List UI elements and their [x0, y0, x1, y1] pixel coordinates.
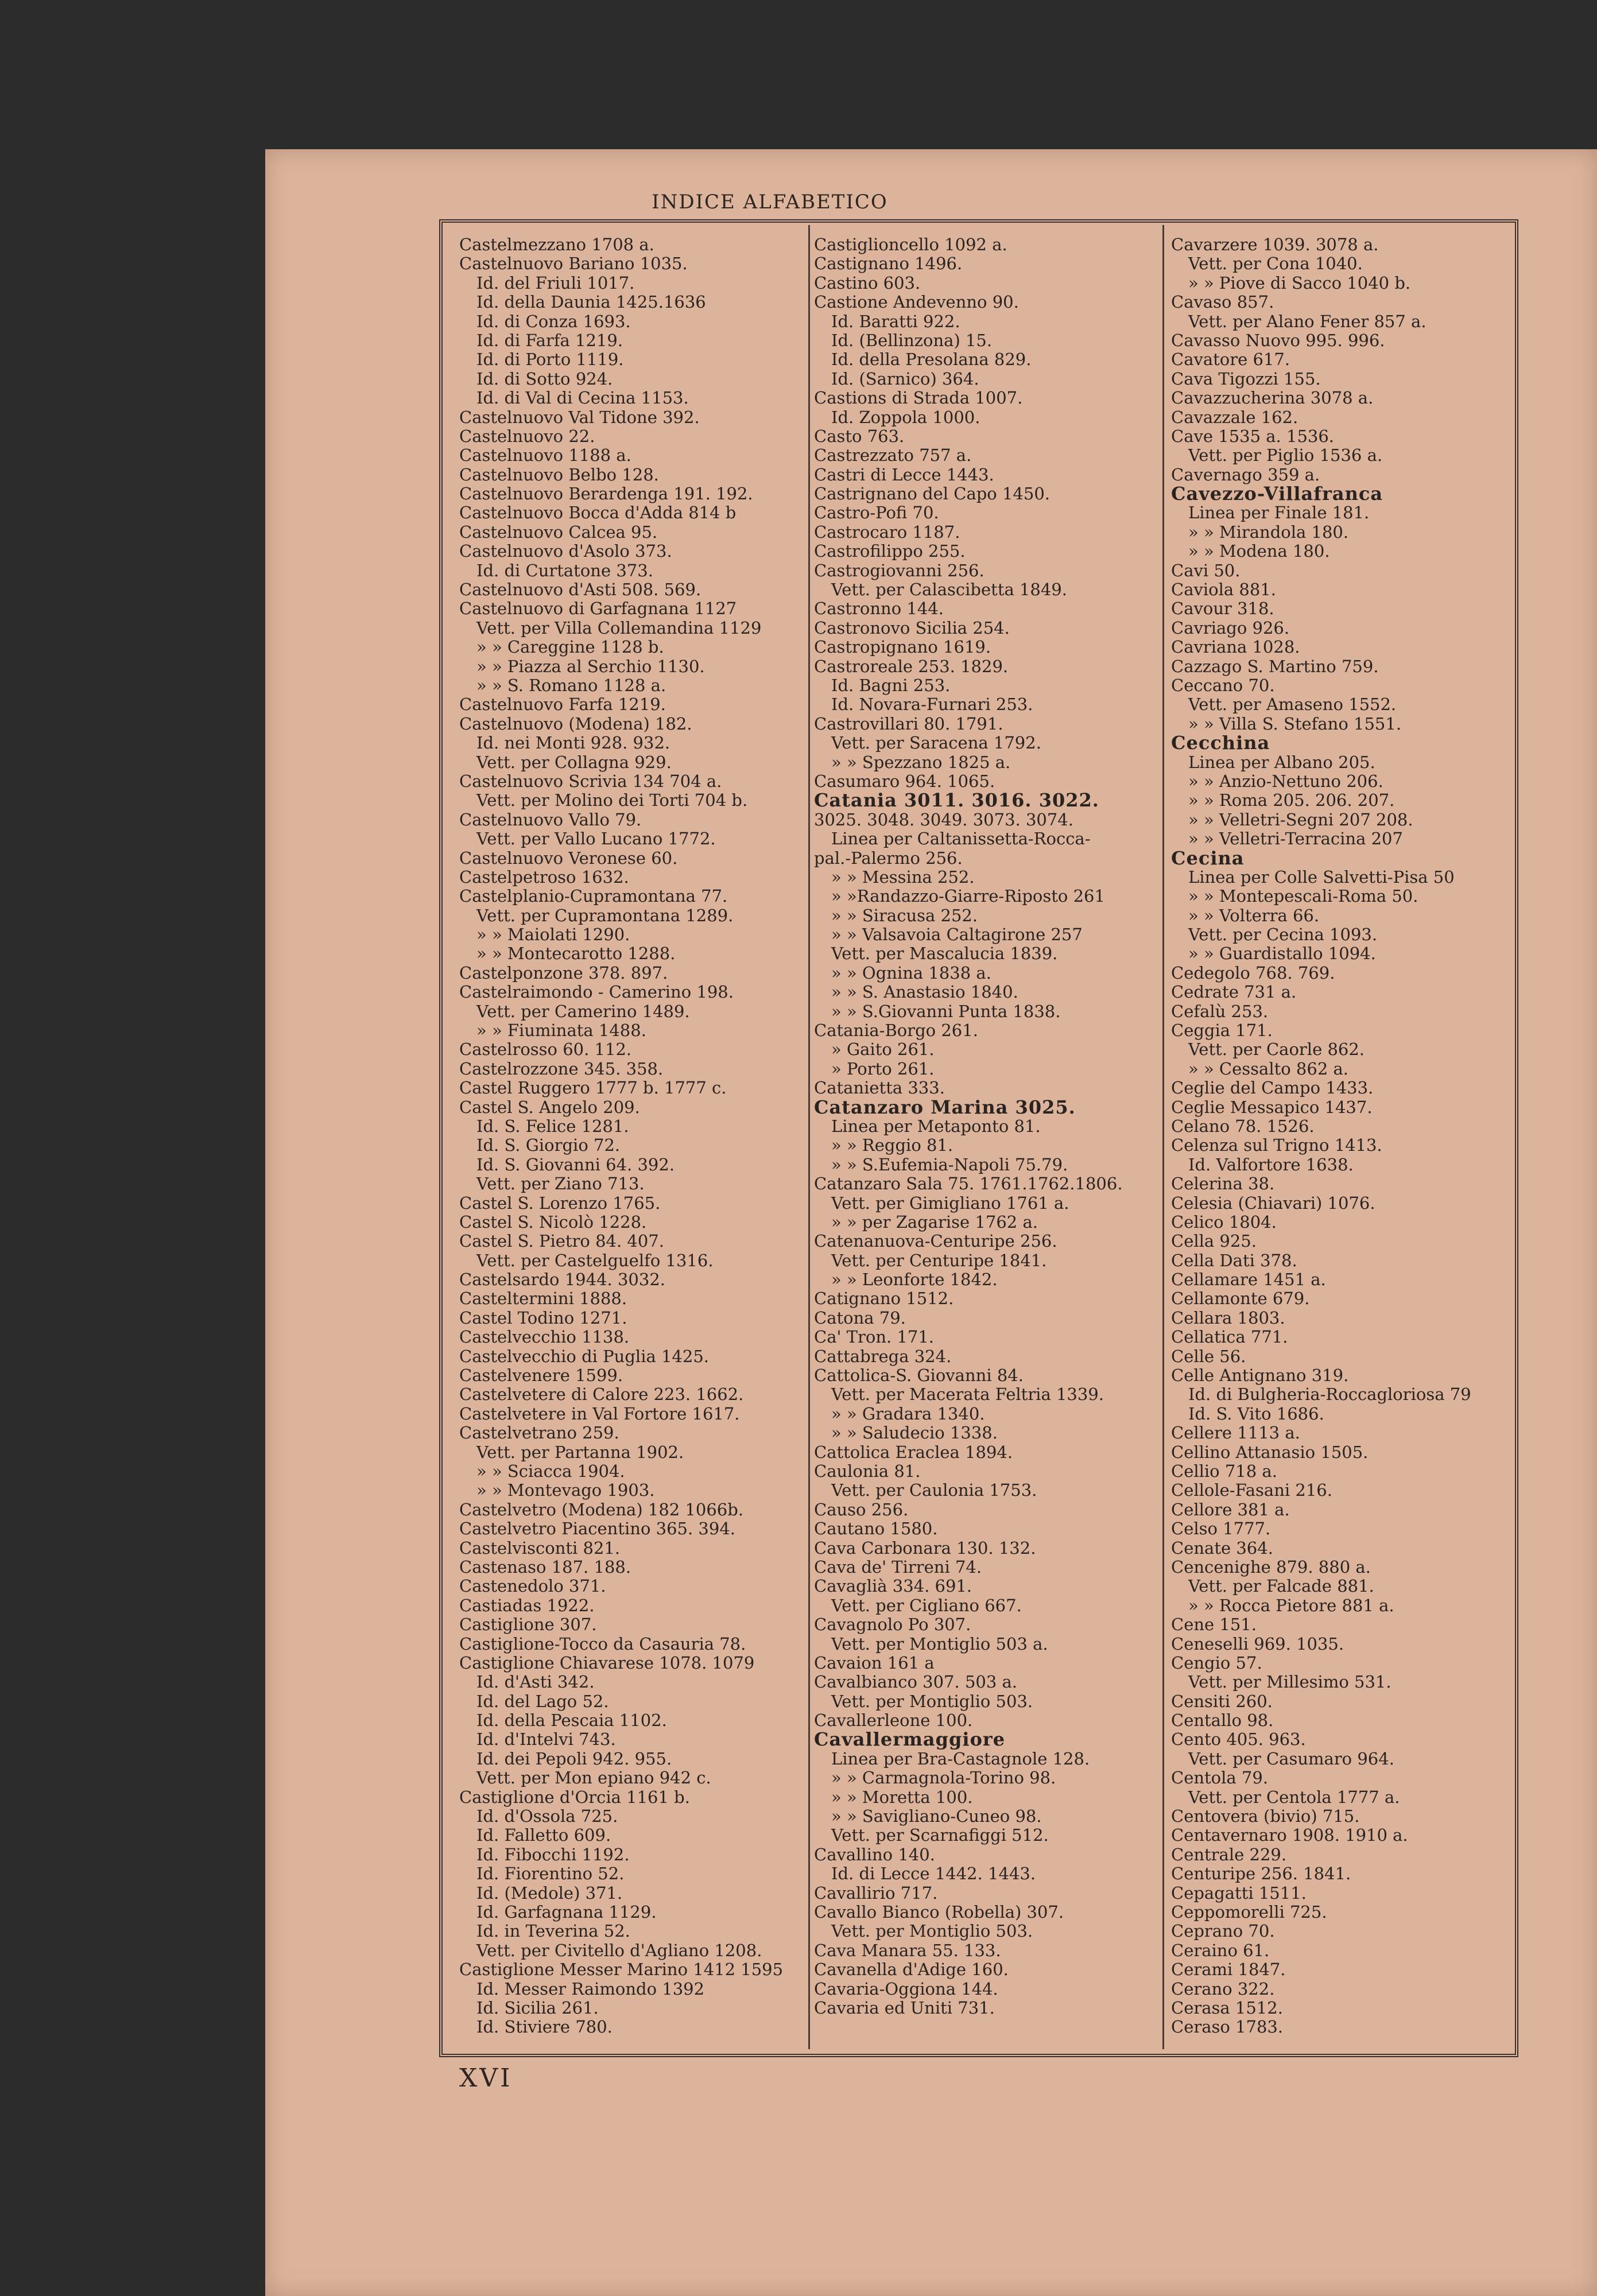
index-entry: Cavaria ed Uniti 731. — [814, 1998, 995, 2018]
index-entry: Cavatore 617. — [1171, 350, 1290, 370]
index-entry: Cavallino 140. — [814, 1845, 935, 1864]
index-entry: Vett. per Villa Collemandina 1129 — [476, 618, 762, 638]
index-entry: Castropignano 1619. — [814, 638, 991, 657]
index-entry: » » Cessalto 862 a. — [1188, 1059, 1349, 1079]
index-entry: Castroreale 253. 1829. — [814, 657, 1009, 676]
index-entry: Cedegolo 768. 769. — [1171, 963, 1335, 983]
index-entry: pal.-Palermo 256. — [814, 848, 963, 868]
index-entry: Linea per Bra-Castagnole 128. — [831, 1749, 1090, 1768]
index-entry: Ceglie Messapico 1437. — [1171, 1097, 1373, 1117]
index-entry: Castelplanio-Cupramontana 77. — [459, 887, 728, 906]
index-entry: » » S.Eufemia-Napoli 75.79. — [831, 1155, 1068, 1174]
index-entry: » Porto 261. — [831, 1059, 935, 1079]
index-entry: Castignano 1496. — [814, 254, 963, 274]
index-entry: Castiglione-Tocco da Casauria 78. — [459, 1634, 746, 1654]
index-entry: Castiglione Messer Marino 1412 1595 — [459, 1960, 784, 1980]
index-entry: » » per Zagarise 1762 a. — [831, 1212, 1038, 1232]
index-entry: » » Moretta 100. — [831, 1787, 973, 1807]
index-entry: Cavasso Nuovo 995. 996. — [1171, 331, 1385, 350]
column-divider-1 — [808, 225, 810, 2049]
index-entry: Cavour 318. — [1171, 599, 1274, 619]
index-entry: Celle 56. — [1171, 1347, 1246, 1366]
index-entry: Cellamare 1451 a. — [1171, 1270, 1326, 1290]
index-entry: Celano 78. 1526. — [1171, 1116, 1315, 1136]
page-header: INDICE ALFABETICO — [652, 191, 888, 214]
index-entry: Cerano 322. — [1171, 1979, 1275, 1999]
index-entry: Celle Antignano 319. — [1171, 1366, 1349, 1386]
index-entry: Vett. per Collagna 929. — [476, 753, 672, 772]
index-entry: Castronovo Sicilia 254. — [814, 618, 1010, 638]
index-entry: Caulonia 81. — [814, 1462, 921, 1481]
index-entry: Id. S. Giovanni 64. 392. — [476, 1155, 675, 1174]
index-entry: Id. Zoppola 1000. — [831, 408, 980, 427]
index-entry: » » Messina 252. — [831, 867, 975, 887]
index-entry: Cavernago 359 a. — [1171, 465, 1320, 484]
index-entry: Vett. per Cigliano 667. — [831, 1596, 1022, 1615]
index-entry: Centavernaro 1908. 1910 a. — [1171, 1826, 1408, 1845]
index-entry: Cencenighe 879. 880 a. — [1171, 1557, 1371, 1577]
index-entry: Castelvecchio 1138. — [459, 1328, 630, 1347]
index-entry: Castenaso 187. 188. — [459, 1557, 631, 1577]
index-entry: Cava Manara 55. 133. — [814, 1941, 1001, 1960]
index-entry: Castelnuovo (Modena) 182. — [459, 714, 692, 734]
index-entry: Castrofilippo 255. — [814, 542, 966, 561]
index-entry: Castel S. Angelo 209. — [459, 1097, 640, 1117]
index-entry: Cengio 57. — [1171, 1653, 1262, 1673]
index-entry: Castino 603. — [814, 273, 921, 293]
index-entry: Vett. per Cupramontana 1289. — [476, 906, 734, 925]
index-entry: Castelmezzano 1708 a. — [459, 235, 654, 254]
index-entry: Id. (Bellinzona) 15. — [831, 331, 993, 350]
index-entry: Castiglione d'Orcia 1161 b. — [459, 1787, 690, 1807]
index-entry: Castel S. Lorenzo 1765. — [459, 1193, 661, 1213]
index-entry: Vett. per Falcade 881. — [1188, 1577, 1374, 1596]
index-entry: Id. d'Intelvi 743. — [476, 1730, 616, 1750]
index-entry: » » Montecarotto 1288. — [476, 944, 676, 964]
index-entry: Id. di Bulgheria-Roccagloriosa 79 — [1188, 1385, 1471, 1405]
index-entry: Celerina 38. — [1171, 1174, 1275, 1194]
index-entry: Ceccano 70. — [1171, 676, 1275, 695]
index-entry: Vett. per Piglio 1536 a. — [1188, 446, 1383, 466]
index-entry: Castelnuovo Vallo 79. — [459, 810, 642, 829]
index-entry: Vett. per Montiglio 503. — [831, 1922, 1033, 1941]
index-entry: Cavaglià 334. 691. — [814, 1577, 972, 1596]
index-entry: Catania-Borgo 261. — [814, 1021, 978, 1041]
index-entry: Cellamonte 679. — [1171, 1289, 1310, 1309]
index-entry: Id. S. Felice 1281. — [476, 1116, 629, 1136]
index-column-3 — [1171, 235, 1515, 2037]
index-entry: Castel S. Nicolò 1228. — [459, 1212, 647, 1232]
index-entry: Cellole-Fasani 216. — [1171, 1481, 1332, 1500]
index-entry: Id. Fiorentino 52. — [476, 1864, 625, 1884]
index-entry: Vett. per Saracena 1792. — [831, 734, 1041, 753]
index-entry: Cavallermaggiore — [814, 1730, 1006, 1750]
index-entry: Cavallo Bianco (Robella) 307. — [814, 1902, 1064, 1922]
index-entry: Castrovillari 80. 1791. — [814, 714, 1003, 734]
index-entry: Cattabrega 324. — [814, 1347, 952, 1366]
index-entry: Vett. per Mascalucia 1839. — [831, 944, 1058, 964]
index-entry: Castelrosso 60. 112. — [459, 1040, 632, 1060]
index-entry: Id. del Lago 52. — [476, 1692, 609, 1711]
index-entry: Castel Ruggero 1777 b. 1777 c. — [459, 1079, 727, 1098]
index-entry: Castelnuovo di Garfagnana 1127 — [459, 599, 737, 619]
index-entry: Vett. per Civitello d'Agliano 1208. — [476, 1941, 762, 1960]
index-entry: Cellatica 771. — [1171, 1328, 1288, 1347]
index-entry: » » Montepescali-Roma 50. — [1188, 887, 1418, 906]
index-entry: Cavagnolo Po 307. — [814, 1615, 971, 1635]
index-entry: Cavriana 1028. — [1171, 638, 1300, 657]
index-entry: Cefalù 253. — [1171, 1002, 1269, 1021]
index-entry: Vett. per Montiglio 503 a. — [831, 1634, 1048, 1654]
index-entry: Castelvetro Piacentino 365. 394. — [459, 1519, 735, 1539]
index-entry: Castrezzato 757 a. — [814, 446, 972, 466]
index-entry: Ceneselli 969. 1035. — [1171, 1634, 1344, 1654]
index-entry: » » Spezzano 1825 a. — [831, 753, 1011, 772]
index-entry: Id. di Val di Cecina 1153. — [476, 389, 689, 408]
index-entry: Castelpetroso 1632. — [459, 867, 629, 887]
index-entry: Cavezzo-Villafranca — [1171, 484, 1383, 504]
index-entry: Castelnuovo Bariano 1035. — [459, 254, 688, 274]
index-entry: Cava Tigozzi 155. — [1171, 369, 1321, 389]
index-entry: » » Reggio 81. — [831, 1136, 953, 1155]
index-entry: » » Anzio-Nettuno 206. — [1188, 771, 1383, 791]
index-entry: Vett. per Casumaro 964. — [1188, 1749, 1394, 1768]
index-entry: Cecchina — [1171, 734, 1270, 753]
index-entry: Cavaion 161 a — [814, 1653, 935, 1673]
index-entry: Cautano 1580. — [814, 1519, 938, 1539]
index-entry: Vett. per Caulonia 1753. — [831, 1481, 1037, 1500]
index-entry: Cerami 1847. — [1171, 1960, 1286, 1980]
index-entry: Catenanuova-Centuripe 256. — [814, 1232, 1057, 1251]
index-entry: Centuripe 256. 1841. — [1171, 1864, 1351, 1884]
index-entry: » » Sciacca 1904. — [476, 1462, 625, 1481]
index-entry: Vett. per Molino dei Torti 704 b. — [476, 791, 748, 810]
index-entry: Cenate 364. — [1171, 1538, 1273, 1558]
index-entry: Castenedolo 371. — [459, 1577, 606, 1596]
index-entry: Castelvetere di Calore 223. 1662. — [459, 1385, 744, 1405]
index-entry: Castiglione 307. — [459, 1615, 597, 1635]
index-entry: Cavallirio 717. — [814, 1883, 938, 1903]
index-entry: » » Valsavoia Caltagirone 257 — [831, 925, 1083, 945]
index-entry: Castiglioncello 1092 a. — [814, 235, 1007, 254]
index-entry: Id. nei Monti 928. 932. — [476, 734, 670, 753]
index-entry: Vett. per Vallo Lucano 1772. — [476, 829, 716, 849]
index-entry: Cellore 381 a. — [1171, 1500, 1290, 1519]
index-entry: Centrale 229. — [1171, 1845, 1287, 1864]
index-entry: Cavazzale 162. — [1171, 408, 1298, 427]
page-number: XVI — [459, 2064, 513, 2093]
index-entry: Ceppomorelli 725. — [1171, 1902, 1327, 1922]
index-entry: » » Maiolati 1290. — [476, 925, 630, 945]
index-entry: Vett. per Castelguelfo 1316. — [476, 1251, 714, 1270]
index-entry: Vett. per Scarnafiggi 512. — [831, 1826, 1049, 1845]
index-entry: Castel Todino 1271. — [459, 1308, 627, 1328]
index-entry: Castelnuovo Calcea 95. — [459, 522, 658, 542]
index-entry: » » Fiuminata 1488. — [476, 1021, 646, 1041]
index-entry: Castiglione Chiavarese 1078. 1079 — [459, 1653, 755, 1673]
index-entry: Cattolica Eraclea 1894. — [814, 1442, 1013, 1462]
index-entry: Castelvisconti 821. — [459, 1538, 621, 1558]
index-entry: » » Guardistallo 1094. — [1188, 944, 1376, 964]
index-entry: » » S. Romano 1128 a. — [476, 676, 666, 695]
index-entry: Centola 79. — [1171, 1768, 1269, 1788]
index-entry: Vett. per Ziano 713. — [476, 1174, 645, 1194]
index-entry: Linea per Metaponto 81. — [831, 1116, 1041, 1136]
index-entry: Cerasa 1512. — [1171, 1998, 1283, 2018]
index-entry: Celso 1777. — [1171, 1519, 1271, 1539]
index-entry: Id. (Medole) 371. — [476, 1883, 623, 1903]
index-entry: Cavazzucherina 3078 a. — [1171, 389, 1374, 408]
index-entry: Id. del Friuli 1017. — [476, 273, 635, 293]
index-entry: Vett. per Calascibetta 1849. — [831, 580, 1067, 600]
index-entry: Vett. per Amaseno 1552. — [1188, 695, 1397, 715]
index-entry: Id. di Lecce 1442. 1443. — [831, 1864, 1036, 1884]
index-entry: » » Rocca Pietore 881 a. — [1188, 1596, 1394, 1615]
index-entry: Cellio 718 a. — [1171, 1462, 1277, 1481]
index-entry: Caviola 881. — [1171, 580, 1276, 600]
index-entry: Id. della Presolana 829. — [831, 350, 1032, 370]
index-entry: Castrogiovanni 256. — [814, 561, 984, 580]
index-entry: Castelraimondo - Camerino 198. — [459, 983, 734, 1002]
index-entry: Castro-Pofi 70. — [814, 503, 939, 523]
index-entry: Vett. per Mon epiano 942 c. — [476, 1768, 711, 1788]
index-entry: Id. Falletto 609. — [476, 1826, 611, 1845]
index-entry: Cava de' Tirreni 74. — [814, 1557, 982, 1577]
index-entry: Centovera (bivio) 715. — [1171, 1807, 1360, 1826]
index-entry: Catanietta 333. — [814, 1079, 945, 1098]
index-entry: Catania 3011. 3016. 3022. — [814, 791, 1099, 810]
column-divider-2 — [1162, 225, 1164, 2049]
index-entry: Castelnuovo 22. — [459, 426, 595, 446]
index-entry: » » Volterra 66. — [1188, 906, 1320, 925]
index-entry: Id. in Teverina 52. — [476, 1922, 630, 1941]
index-entry: Castelnuovo Bocca d'Adda 814 b — [459, 503, 737, 523]
index-entry: Castel S. Pietro 84. 407. — [459, 1232, 664, 1251]
index-entry: Cavallerleone 100. — [814, 1711, 973, 1731]
index-entry: Castelrozzone 345. 358. — [459, 1059, 664, 1079]
index-entry: Castiadas 1922. — [459, 1596, 595, 1615]
index-entry: Cecina — [1171, 848, 1245, 868]
index-entry: Ceglie del Campo 1433. — [1171, 1079, 1374, 1098]
index-entry: Id. di Porto 1119. — [476, 350, 624, 370]
index-entry: Id. Stiviere 780. — [476, 2018, 613, 2037]
index-entry: » » S.Giovanni Punta 1838. — [831, 1002, 1061, 1021]
index-entry: Cazzago S. Martino 759. — [1171, 657, 1379, 676]
index-entry: » » Siracusa 252. — [831, 906, 978, 925]
index-entry: Cedrate 731 a. — [1171, 983, 1297, 1002]
index-entry: Cave 1535 a. 1536. — [1171, 426, 1335, 446]
index-entry: Catanzaro Sala 75. 1761.1762.1806. — [814, 1174, 1123, 1194]
index-entry: Casto 763. — [814, 426, 905, 446]
index-entry: Catignano 1512. — [814, 1289, 954, 1309]
index-entry: Castelnuovo Veronese 60. — [459, 848, 678, 868]
index-entry: Castelvetro (Modena) 182 1066b. — [459, 1500, 744, 1519]
index-entry: Causo 256. — [814, 1500, 909, 1519]
index-entry: Cavaria-Oggiona 144. — [814, 1979, 998, 1999]
index-entry: Cavriago 926. — [1171, 618, 1290, 638]
index-entry: Id. S. Giorgio 72. — [476, 1136, 621, 1155]
index-entry: Ceraino 61. — [1171, 1941, 1270, 1960]
index-entry: Castelponzone 378. 897. — [459, 963, 668, 983]
index-entry: Casumaro 964. 1065. — [814, 771, 995, 791]
index-entry: Castelvecchio di Puglia 1425. — [459, 1347, 709, 1366]
index-entry: » » Roma 205. 206. 207. — [1188, 791, 1395, 810]
index-entry: » » Velletri-Terracina 207 — [1188, 829, 1403, 849]
index-entry: » Gaito 261. — [831, 1040, 935, 1060]
index-entry: Vett. per Camerino 1489. — [476, 1002, 690, 1021]
index-entry: Censiti 260. — [1171, 1692, 1273, 1711]
index-entry: Vett. per Montiglio 503. — [831, 1692, 1033, 1711]
index-entry: » » Piazza al Serchio 1130. — [476, 657, 705, 676]
index-entry: » » Carmagnola-Torino 98. — [831, 1768, 1056, 1788]
index-entry: Id. (Sarnico) 364. — [831, 369, 979, 389]
index-entry: » » Piove di Sacco 1040 b. — [1188, 273, 1411, 293]
index-entry: Ceggia 171. — [1171, 1021, 1273, 1041]
index-entry: Id. di Farfa 1219. — [476, 331, 623, 350]
index-entry: » » Ognina 1838 a. — [831, 963, 991, 983]
index-entry: Castelnuovo 1188 a. — [459, 446, 631, 466]
index-entry: Cella Dati 378. — [1171, 1251, 1297, 1270]
index-entry: Vett. per Cona 1040. — [1188, 254, 1363, 274]
index-entry: Vett. per Cecina 1093. — [1188, 925, 1378, 945]
index-column-1 — [459, 235, 804, 2037]
index-entry: Id. di Curtatone 373. — [476, 561, 653, 580]
index-entry: Linea per Albano 205. — [1188, 753, 1375, 772]
index-entry: Vett. per Caorle 862. — [1188, 1040, 1365, 1060]
index-entry: Id. d'Ossola 725. — [476, 1807, 618, 1826]
index-entry: Cella 925. — [1171, 1232, 1257, 1251]
index-entry: Centallo 98. — [1171, 1711, 1274, 1731]
index-entry: Cento 405. 963. — [1171, 1730, 1306, 1750]
index-entry: » » Modena 180. — [1188, 542, 1330, 561]
index-entry: Cattolica-S. Giovanni 84. — [814, 1366, 1024, 1386]
index-entry: Cavi 50. — [1171, 561, 1241, 580]
index-entry: Linea per Caltanissetta-Rocca- — [831, 829, 1091, 849]
index-entry: Vett. per Partanna 1902. — [476, 1442, 684, 1462]
index-entry: Castione Andevenno 90. — [814, 293, 1019, 312]
index-entry: Id. Valfortore 1638. — [1188, 1155, 1354, 1174]
index-entry: Id. Bagni 253. — [831, 676, 951, 695]
index-entry: Castri di Lecce 1443. — [814, 465, 994, 484]
index-entry: Catona 79. — [814, 1308, 906, 1328]
index-entry: Castions di Strada 1007. — [814, 389, 1023, 408]
index-entry: 3025. 3048. 3049. 3073. 3074. — [814, 810, 1073, 829]
index-entry: Castelnuovo d'Asolo 373. — [459, 542, 672, 561]
index-entry: Vett. per Centuripe 1841. — [831, 1251, 1047, 1270]
index-entry: Castelnuovo Berardenga 191. 192. — [459, 484, 753, 504]
index-entry: » » Mirandola 180. — [1188, 522, 1349, 542]
index-entry: Celico 1804. — [1171, 1212, 1277, 1232]
index-entry: Castelvetrano 259. — [459, 1424, 619, 1443]
index-entry: Ca' Tron. 171. — [814, 1328, 935, 1347]
index-entry: Castronno 144. — [814, 599, 944, 619]
index-entry: Cavanella d'Adige 160. — [814, 1960, 1009, 1980]
index-entry: Ceprano 70. — [1171, 1922, 1275, 1941]
index-entry: Vett. per Centola 1777 a. — [1188, 1787, 1400, 1807]
index-entry: Vett. per Gimigliano 1761 a. — [831, 1193, 1069, 1213]
index-entry: » » Careggine 1128 b. — [476, 638, 664, 657]
index-entry: Cellere 1113 a. — [1171, 1424, 1300, 1443]
index-entry: Vett. per Macerata Feltria 1339. — [831, 1385, 1104, 1405]
index-entry: Id. della Daunia 1425.1636 — [476, 293, 706, 312]
index-entry: Casteltermini 1888. — [459, 1289, 627, 1309]
index-entry: Cavarzere 1039. 3078 a. — [1171, 235, 1379, 254]
index-entry: Castrocaro 1187. — [814, 522, 960, 542]
index-entry: Castelvetere in Val Fortore 1617. — [459, 1404, 740, 1424]
index-entry: Castelvenere 1599. — [459, 1366, 623, 1386]
index-entry: Cellara 1803. — [1171, 1308, 1285, 1328]
index-entry: » » Saludecio 1338. — [831, 1424, 998, 1443]
index-entry: Cavalbianco 307. 503 a. — [814, 1673, 1018, 1692]
index-entry: Ceraso 1783. — [1171, 2018, 1284, 2037]
index-entry: Id. Novara-Furnari 253. — [831, 695, 1033, 715]
index-entry: » » Villa S. Stefano 1551. — [1188, 714, 1402, 734]
index-entry: Cene 151. — [1171, 1615, 1257, 1635]
index-entry: Castelnuovo Val Tidone 392. — [459, 408, 700, 427]
index-entry: Cava Carbonara 130. 132. — [814, 1538, 1036, 1558]
index-entry: Castelnuovo Belbo 128. — [459, 465, 659, 484]
index-entry: Linea per Colle Salvetti-Pisa 50 — [1188, 867, 1455, 887]
index-entry: » » Leonforte 1842. — [831, 1270, 998, 1290]
index-entry: Cepagatti 1511. — [1171, 1883, 1307, 1903]
index-entry: Id. di Conza 1693. — [476, 312, 631, 331]
index-entry: » » S. Anastasio 1840. — [831, 983, 1018, 1002]
index-entry: Celenza sul Trigno 1413. — [1171, 1136, 1382, 1155]
index-entry: Castelnuovo Farfa 1219. — [459, 695, 666, 715]
index-entry: Id. di Sotto 924. — [476, 369, 613, 389]
index-entry: Id. Baratti 922. — [831, 312, 960, 331]
index-entry: Castelnuovo d'Asti 508. 569. — [459, 580, 701, 600]
index-entry: Castelnuovo Scrivia 134 704 a. — [459, 771, 722, 791]
index-column-2 — [814, 235, 1158, 2018]
index-entry: Catanzaro Marina 3025. — [814, 1097, 1076, 1117]
index-entry: Castelsardo 1944. 3032. — [459, 1270, 665, 1290]
index-entry: Id. Messer Raimondo 1392 — [476, 1979, 705, 1999]
index-entry: » » Gradara 1340. — [831, 1404, 985, 1424]
index-entry: Castrignano del Capo 1450. — [814, 484, 1050, 504]
index-entry: Celesia (Chiavari) 1076. — [1171, 1193, 1375, 1213]
index-entry: Id. Garfagnana 1129. — [476, 1902, 657, 1922]
index-entry: Linea per Finale 181. — [1188, 503, 1370, 523]
index-entry: Vett. per Alano Fener 857 a. — [1188, 312, 1427, 331]
index-entry: Id. S. Vito 1686. — [1188, 1404, 1324, 1424]
index-entry: » » Savigliano-Cuneo 98. — [831, 1807, 1042, 1826]
index-entry: Vett. per Millesimo 531. — [1188, 1673, 1391, 1692]
index-entry: » »Randazzo-Giarre-Riposto 261 — [831, 887, 1105, 906]
index-entry: Id. d'Asti 342. — [476, 1673, 595, 1692]
index-entry: Id. della Pescaia 1102. — [476, 1711, 667, 1731]
index-entry: Id. Sicilia 261. — [476, 1998, 599, 2018]
index-entry: Id. Fibocchi 1192. — [476, 1845, 630, 1864]
index-entry: » » Montevago 1903. — [476, 1481, 655, 1500]
index-entry: » » Velletri-Segni 207 208. — [1188, 810, 1413, 829]
index-entry: Id. dei Pepoli 942. 955. — [476, 1749, 672, 1768]
index-entry: Cellino Attanasio 1505. — [1171, 1442, 1369, 1462]
index-entry: Cavaso 857. — [1171, 293, 1274, 312]
